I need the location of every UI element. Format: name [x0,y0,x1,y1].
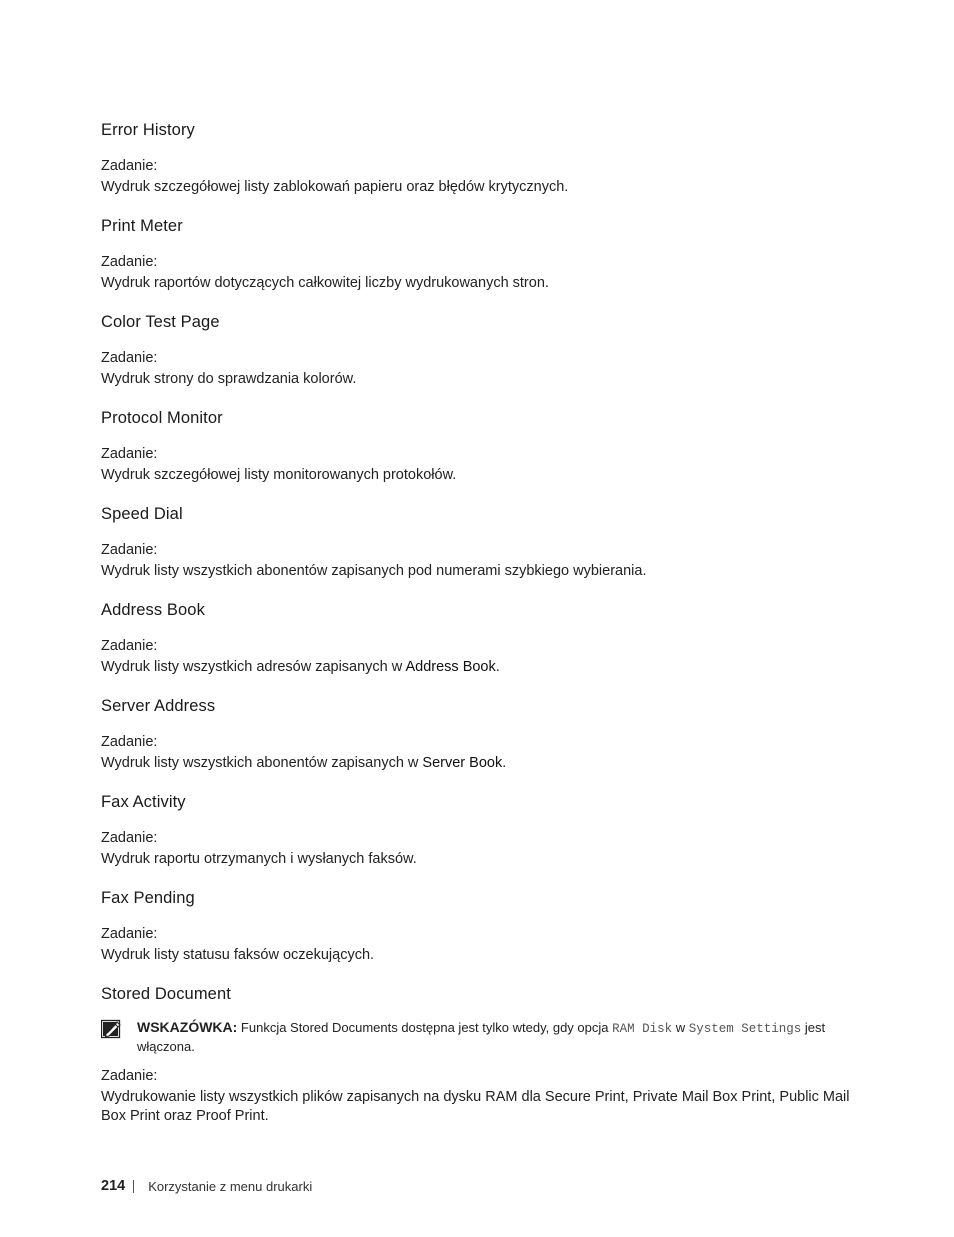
task-description: Wydruk listy statusu faksów oczekujących. [101,947,375,963]
task-label: Zadanie: [101,350,158,366]
description-text: . [502,755,507,771]
note-code: System Settings [688,1022,802,1036]
task-description: Wydruk raportu otrzymanych i wysłanych faksów. [101,851,417,867]
section-title: Speed Dial [101,505,183,523]
section-title: Print Meter [101,217,183,235]
section-title: Error History [101,121,195,139]
task-description [101,754,861,773]
page-number: 214 [101,1178,126,1194]
task-label: Zadanie: [101,254,158,270]
menu-reference: Server Book [422,755,503,771]
task-label: Zadanie: [101,446,158,462]
note-text: jest włączona. [137,1020,826,1054]
pencil-note-icon [101,1019,123,1039]
task-description: Wydrukowanie listy wszystkich plików zapisanych na dysku RAM dla Secure Print, Private Mail Box Print, Public Mail Box Print oraz Proof Print. [101,1089,850,1124]
section-print-meter [101,215,861,293]
description-text: . [495,659,500,675]
task-label: Zadanie: [101,1068,158,1084]
task-description: Wydruk szczegółowej listy monitorowanych protokołów. [101,467,457,483]
section-speed-dial [101,503,861,581]
section-fax-pending [101,887,861,965]
task-label: Zadanie: [101,734,158,750]
task-label: Zadanie: [101,926,158,942]
description-text: Wydruk listy wszystkich adresów zapisanych w [101,659,406,675]
footer-chapter-title: Korzystanie z menu drukarki [148,1178,313,1194]
menu-reference: Address Book [405,659,496,675]
note-text: w [672,1020,689,1035]
section-color-test-page [101,311,861,389]
section-title: Address Book [101,601,205,619]
footer-divider [133,1180,134,1193]
section-title: Fax Activity [101,793,186,811]
section-title: Stored Document [101,985,231,1003]
section-protocol-monitor [101,407,861,485]
note-text: Funkcja Stored Documents dostępna jest tylko wtedy, gdy opcja [237,1020,613,1035]
section-fax-activity [101,791,861,869]
task-description [101,658,861,677]
section-address-book [101,599,861,677]
note-label: WSKAZÓWKA: [137,1019,238,1035]
section-title: Color Test Page [101,313,220,331]
task-label: Zadanie: [101,638,158,654]
section-title: Protocol Monitor [101,409,223,427]
task-description: Wydruk strony do sprawdzania kolorów. [101,371,357,387]
section-title: Fax Pending [101,889,195,907]
task-description: Wydruk szczegółowej listy zablokowań papieru oraz błędów krytycznych. [101,179,569,195]
note-code: RAM Disk [612,1022,673,1036]
note-box [101,1019,861,1055]
section-title: Server Address [101,697,216,715]
section-error-history [101,119,861,197]
page-footer [101,1178,312,1194]
description-text: Wydruk listy wszystkich abonentów zapisanych w [101,755,423,771]
task-label: Zadanie: [101,542,158,558]
task-label: Zadanie: [101,830,158,846]
page-content [101,119,861,1144]
task-description: Wydruk listy wszystkich abonentów zapisanych pod numerami szybkiego wybierania. [101,563,647,579]
section-stored-document [101,983,861,1126]
task-description: Wydruk raportów dotyczących całkowitej liczby wydrukowanych stron. [101,275,549,291]
section-server-address [101,695,861,773]
task-label: Zadanie: [101,158,158,174]
